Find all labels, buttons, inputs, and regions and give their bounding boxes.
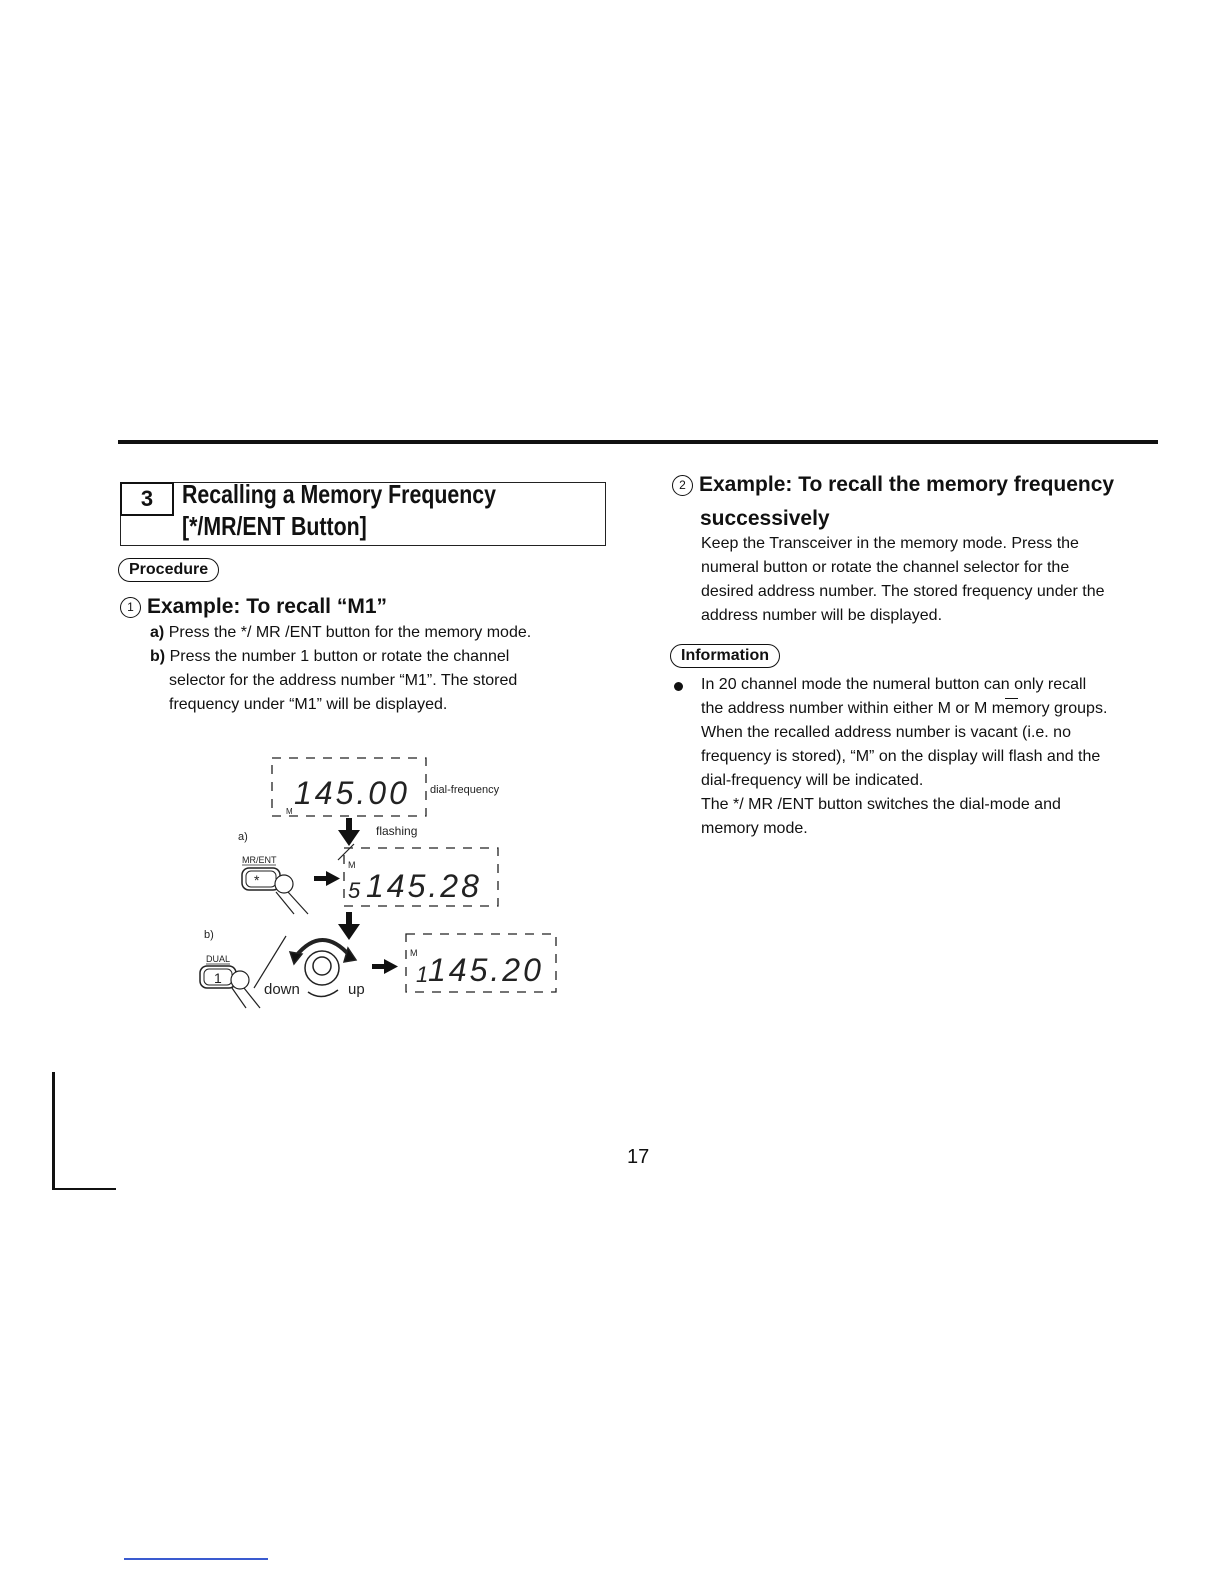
arrow-right-1-icon xyxy=(314,871,340,886)
step-b-line3: frequency under “M1” will be displayed. xyxy=(169,696,448,713)
channel-dial-icon xyxy=(290,940,356,997)
dial-up-label: up xyxy=(348,981,365,998)
finger-a-icon xyxy=(275,875,308,914)
info-bullet xyxy=(674,682,683,691)
example2-heading-line2: successively xyxy=(700,507,830,530)
info-line6: The */ MR /ENT button switches the dial-mode and xyxy=(701,796,1061,813)
binding-mark-foot xyxy=(52,1188,116,1190)
info-line4: frequency is stored), “M” on the display will flash and the xyxy=(701,748,1101,765)
example2-heading-line1: Example: To recall the memory frequency xyxy=(699,473,1115,496)
display-3-m: M xyxy=(410,948,418,958)
step-b-line1: Press the number 1 button or rotate the channel xyxy=(169,648,510,665)
procedure-label: Procedure xyxy=(118,558,219,582)
display-1-note: dial-frequency xyxy=(430,784,500,796)
top-rule xyxy=(118,440,1158,444)
section-title-line1: Recalling a Memory Frequency xyxy=(182,479,496,509)
info-line3: When the recalled address number is vacant (i.e. no xyxy=(701,724,1071,741)
example2-marker: 2 xyxy=(672,475,693,496)
flashing-label: flashing xyxy=(376,824,418,838)
example1-heading-text: Example: To recall “M1” xyxy=(147,595,388,618)
step-b xyxy=(150,645,509,669)
recall-diagram xyxy=(190,752,570,1012)
arrow-down-2-icon xyxy=(338,912,360,940)
page-number: 17 xyxy=(627,1146,650,1168)
display-2-m: M xyxy=(348,860,356,870)
svg-text:1: 1 xyxy=(416,962,429,987)
flashing-pointer xyxy=(338,844,354,860)
m-bar-overline xyxy=(1005,698,1018,699)
example2-line4: address number will be displayed. xyxy=(701,607,943,624)
info-line1: In 20 channel mode the numeral button can only recall xyxy=(701,676,1087,693)
binding-mark xyxy=(52,1072,55,1190)
step-a-diagram-label: a) xyxy=(238,831,248,843)
example2-line3: desired address number. The stored frequency under the xyxy=(701,583,1105,600)
example2-line1: Keep the Transceiver in the memory mode. Press the xyxy=(701,535,1079,552)
button-a-label: MR/ENT xyxy=(242,855,277,865)
arrow-right-2-icon xyxy=(372,959,398,974)
display-2-value: 145.28 xyxy=(366,868,482,904)
mr-ent-button-key: * xyxy=(254,872,260,888)
arrow-down-1-icon xyxy=(338,818,360,846)
example2-line2: numeral button or rotate the channel selector for the xyxy=(701,559,1070,576)
info-line2: the address number within either M or M memory groups. xyxy=(701,700,1108,717)
svg-text:5: 5 xyxy=(348,878,361,903)
step-a-label: a) xyxy=(150,624,165,641)
finger-b-icon xyxy=(231,971,260,1008)
bottom-blue-line xyxy=(124,1558,268,1560)
step-b-line2: selector for the address number “M1”. The stored xyxy=(169,672,518,689)
example2-heading xyxy=(672,472,1114,498)
example1-marker: 1 xyxy=(120,597,141,618)
info-line5: dial-frequency will be indicated. xyxy=(701,772,924,789)
info-line7: memory mode. xyxy=(701,820,808,837)
button-b-label: DUAL xyxy=(206,954,231,964)
information-label: Information xyxy=(670,644,780,668)
display-1-value: 145.00 xyxy=(294,775,410,811)
section-number: 3 xyxy=(120,482,174,516)
display-1-m: M xyxy=(286,807,293,816)
step-b-diagram-label: b) xyxy=(204,929,214,941)
step-a xyxy=(150,621,531,645)
dual-button-key: 1 xyxy=(214,970,222,986)
step-b-label: b) xyxy=(150,648,166,665)
display-3-value: 145.20 xyxy=(428,952,544,988)
section-title-line2: [*/MR/ENT Button] xyxy=(182,511,367,541)
dial-down-label: down xyxy=(264,981,300,998)
example1-heading xyxy=(120,594,387,620)
step-a-text: Press the */ MR /ENT button for the memory mode. xyxy=(168,624,532,641)
